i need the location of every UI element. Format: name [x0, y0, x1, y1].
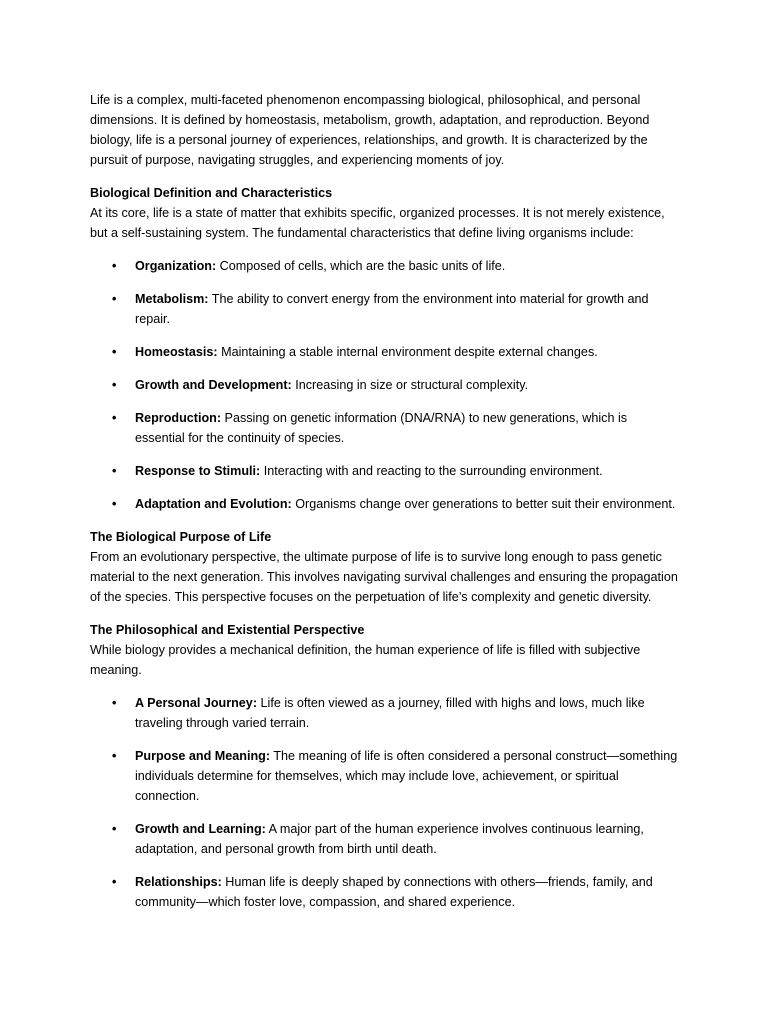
section-heading-philosophical-perspective: The Philosophical and Existential Perspective [90, 623, 365, 637]
perspective-list [90, 693, 680, 912]
list-item [90, 408, 680, 448]
bullet-icon: • [112, 875, 117, 889]
list-item-text: The ability to convert energy from the environment into material for growth and repair. [135, 292, 649, 326]
section-heading-biological-purpose: The Biological Purpose of Life [90, 530, 272, 544]
document-page [90, 90, 680, 925]
bullet-icon: • [112, 259, 117, 273]
list-item-text: Passing on genetic information (DNA/RNA) to new generations, which is essential for the continuity of species. [135, 411, 628, 445]
bullet-icon: • [112, 464, 117, 478]
section-body-biological-purpose: From an evolutionary perspective, the ultimate purpose of life is to survive long enough to pass genetic material to the next generation. This involves navigating survival challenges and ensuring the propagation of the species. This perspective focuses on the perpetuation of life’s complexity and genetic diversity. [90, 550, 678, 604]
bullet-icon: • [112, 411, 117, 425]
list-item-text: Human life is deeply shaped by connections with others—friends, family, and community—which foster love, compassion, and shared experience. [135, 875, 653, 909]
list-item-text: Life is often viewed as a journey, filled with highs and lows, much like traveling through varied terrain. [135, 696, 645, 730]
list-item [90, 289, 680, 329]
bullet-icon: • [112, 497, 117, 511]
list-item-text: Organisms change over generations to better suit their environment. [291, 497, 676, 511]
bullet-icon: • [112, 378, 117, 392]
list-item-text: Composed of cells, which are the basic units of life. [216, 259, 506, 273]
bullet-icon: • [112, 696, 117, 710]
list-item-term: Homeostasis: [135, 345, 218, 359]
bullet-icon: • [112, 345, 117, 359]
list-item-text: Maintaining a stable internal environment despite external changes. [217, 345, 598, 359]
bullet-icon: • [112, 749, 117, 763]
list-item-term: Reproduction: [135, 411, 222, 425]
list-item-term: A Personal Journey: [135, 696, 258, 710]
list-item-text: Increasing in size or structural complexity. [291, 378, 529, 392]
bullet-icon: • [112, 822, 117, 836]
list-item-term: Growth and Development: [135, 378, 292, 392]
list-item [90, 872, 680, 912]
list-item [90, 746, 680, 806]
section-heading-biological-definition: Biological Definition and Characteristics [90, 186, 333, 200]
list-item [90, 342, 680, 362]
list-item-term: Growth and Learning: [135, 822, 266, 836]
list-item [90, 375, 680, 395]
list-item-term: Relationships: [135, 875, 222, 889]
list-item-text: The meaning of life is often considered a personal construct—something individuals determine for themselves, which may include love, achievement, or spiritual connection. [135, 749, 678, 803]
list-item-term: Purpose and Meaning: [135, 749, 271, 763]
list-item [90, 494, 680, 514]
list-item [90, 256, 680, 276]
section-body-philosophical-perspective: While biology provides a mechanical definition, the human experience of life is filled with subjective meaning. [90, 643, 641, 677]
list-item [90, 819, 680, 859]
intro-paragraph: Life is a complex, multi-faceted phenomenon encompassing biological, philosophical, and personal dimensions. It is defined by homeostasis, metabolism, growth, adaptation, and reproduction. Beyond biology, life is a personal journey of experiences, relationships, and growth. It is characterized by the pursuit of purpose, navigating struggles, and experiencing moments of joy. [90, 93, 650, 167]
list-item-text: Interacting with and reacting to the surrounding environment. [260, 464, 603, 478]
section-body-biological-definition: At its core, life is a state of matter that exhibits specific, organized processes. It is not merely existence, but a self-sustaining system. The fundamental characteristics that define living organisms include: [90, 206, 665, 240]
characteristics-list [90, 256, 680, 514]
list-item-term: Metabolism: [135, 292, 209, 306]
list-item-text: A major part of the human experience involves continuous learning, adaptation, and personal growth from birth until death. [135, 822, 644, 856]
list-item-term: Adaptation and Evolution: [135, 497, 292, 511]
list-item-term: Response to Stimuli: [135, 464, 261, 478]
bullet-icon: • [112, 292, 117, 306]
list-item [90, 461, 680, 481]
list-item [90, 693, 680, 733]
list-item-term: Organization: [135, 259, 217, 273]
